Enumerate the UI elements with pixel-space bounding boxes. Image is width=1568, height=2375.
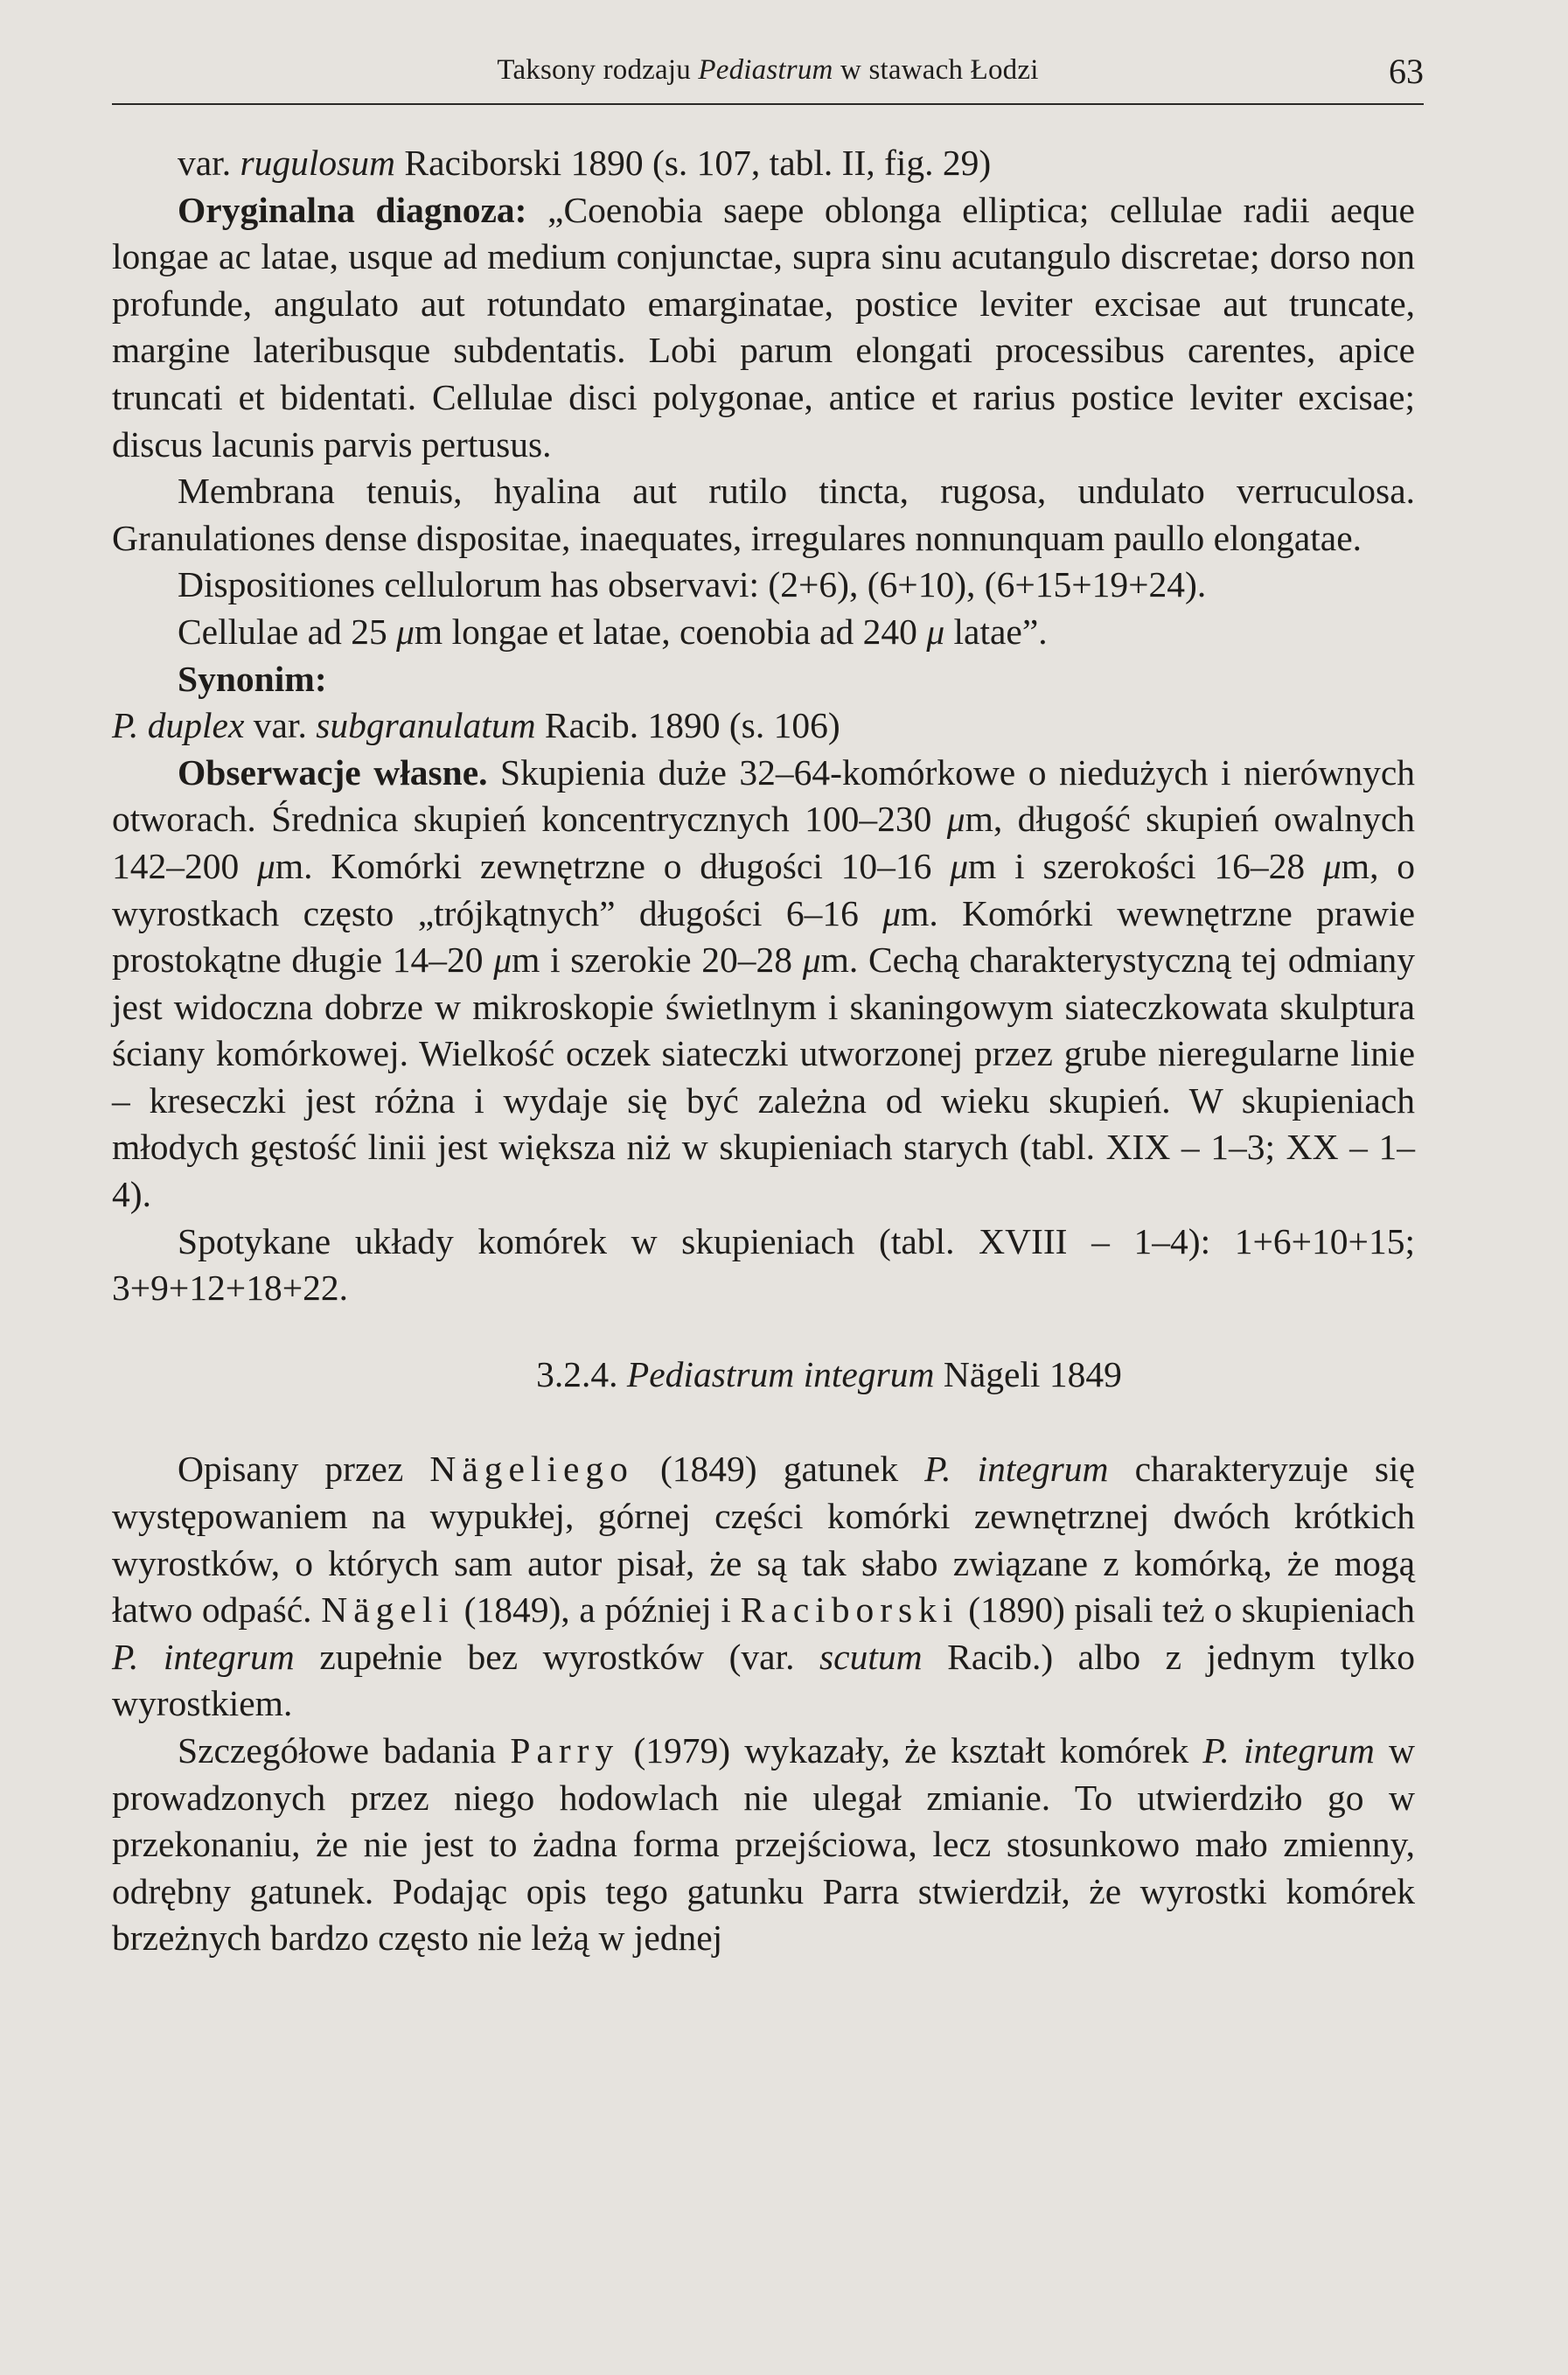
diagnosis-paragraph: Oryginalna diagnoza: „Coenobia saepe oblonga elliptica; cellulae radii aeque longae ac latae, usque ad medium conjunctae, supra sinu acutangulo discretae; dorso non profunde, angulato aut rotundato emarginatae, postice leviter excisae aut truncate, margine lateribusque subdentatis. Lobi parum elongati processibus carentes, apice truncati et bidentati. Cellulae disci polygonae, antice et rarius postice leviter excisae; discus lacunis parvis pertusus. (112, 189, 1415, 465)
integrum-paragraph-1: Opisany przez Nägeliego (1849) gatunek P. integrum charakteryzuje się występowaniem na wypukłej, górnej części komórki zewnętrznej dwóch krótkich wyrostków, o których sam autor pisał, że są tak słabo związane z komórką, że mogą łatwo odpaść. Nägeli (1849), a później i Raciborski (1890) pisali też o skupieniach P. integrum zupełnie bez wyrostków (var. scutum Racib.) albo z jednym tylko wyrostkiem. (112, 1449, 1415, 1724)
integrum-paragraph-2: Szczegółowe badania Parry (1979) wykazały, że kształt komórek P. integrum w prowadzonych przez niego hodowlach nie ulegał zmianie. To utwierdziło go w przekonaniu, że nie jest to żadna forma przejściowa, lecz stosunkowo mało zmienny, odrębny gatunek. Podając opis tego gatunku Parra stwierdził, że wyrostki komórek brzeżnych bardzo często nie leżą w jednej (112, 1730, 1415, 1959)
observations-paragraph: Obserwacje własne. Skupienia duże 32–64-komórkowe o niedużych i nierównych otworach. Średnica skupień koncentrycznych 100–230 μm, długość skupień owalnych 142–200 μm. Komórki zewnętrzne o długości 10–16 μm i szerokości 16–28 μm, o wyrostkach często „trójkątnych” długości 6–16 μm. Komórki wewnętrzne prawie prostokątne długie 14–20 μm i szerokie 20–28 μm. Cechą charakterystyczną tej odmiany jest widoczna dobrze w mikroskopie świetlnym i skaningowym siateczkowata skulptura ściany komórkowej. Wielkość oczek siateczki utworzonej przez grube nieregularne linie – kreseczki jest różna i wydaje się być zależna od wieku skupień. W skupieniach młodych gęstość linii jest większa niż w skupieniach starych (tabl. XIX – 1–3; XX – 1–4). (112, 751, 1415, 1215)
cell-arrangements-paragraph: Spotykane układy komórek w skupieniach (tabl. XVIII – 1–4): 1+6+10+15; 3+9+12+18+22. (112, 1220, 1415, 1309)
synonym-entry: P. duplex var. subgranulatum Racib. 1890 (s. 106) (112, 705, 840, 746)
page-number: 63 (1389, 52, 1424, 91)
diagnosis-label: Oryginalna diagnoza: (178, 189, 527, 230)
header-title: Taksony rodzaju Pediastrum w stawach Łodzi (497, 54, 1039, 86)
diagnosis-paragraph-2: Membrana tenuis, hyalina aut rutilo tincta, rugosa, undulato verruculosa. Granulationes dense dispositae, inaequates, irregulares nonnunquam paullo elongatae. (112, 471, 1415, 558)
observations-label: Obserwacje własne. (178, 751, 488, 793)
diagnosis-paragraph-4: Cellulae ad 25 μm longae et latae, coenobia ad 240 μ latae”. (178, 611, 1048, 652)
running-header (112, 51, 1424, 105)
body-text (112, 140, 1415, 1962)
diagnosis-paragraph-3: Dispositiones cellulorum has observavi: (2+6), (6+10), (6+15+19+24). (178, 564, 1207, 605)
variety-heading: var. rugulosum Raciborski 1890 (s. 107, tabl. II, fig. 29) (178, 143, 992, 183)
section-heading: 3.2.4. Pediastrum integrum Nägeli 1849 (536, 1353, 1122, 1394)
synonym-label: Synonim: (178, 658, 327, 699)
